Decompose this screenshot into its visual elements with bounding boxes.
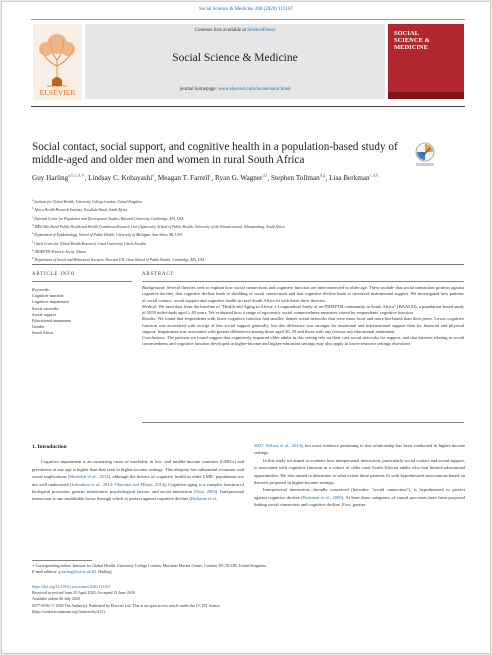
citation-link[interactable]: 2007; Wilson et al., 2013 xyxy=(254,443,301,448)
received-dates: Received in revised form 10 April 2020; Accepted 21 June 2020 xyxy=(32,590,135,596)
affiliation-list xyxy=(32,197,467,264)
affiliation: $^f$ Umeå Centre for Global Health Research, Umeå University, Umeå, Sweden xyxy=(32,239,146,246)
article-info-heading: ARTICLE INFO xyxy=(32,272,76,277)
journal-masthead xyxy=(31,19,465,107)
keyword: South Africa xyxy=(32,330,54,336)
masthead-band xyxy=(85,24,385,99)
article-title: Social contact, social support, and cognitive health in a population-based study of middle-aged and older men and women in rural South Africa xyxy=(32,141,398,166)
journal-homepage-link[interactable]: www.elsevier.com/locate/socscimed xyxy=(218,87,291,92)
abstract-method: Method: We used data from the baseline of "Health and Aging in Africa: a Longitudinal Study of an INDEPTH community in South Africa" (HAALSI), a population-based study of 5059 individuals aged ≥ 40 years. We evaluated how a range of egocentric social connectedness measures varied by respondents' cognitive function. xyxy=(142,303,464,315)
citation-link[interactable]: Shirbehlt et al., 2012 xyxy=(69,474,109,480)
keyword: Cognitive function xyxy=(32,293,64,299)
keyword: Gender xyxy=(32,324,45,330)
license-line: 0277-9536/ © 2020 The Author(s). Published by Elsevier Ltd. This is an open access article under the CC BY license xyxy=(32,602,220,608)
intro-paragraph-continued: 2007; Wilson et al., 2013), but most evidence pertaining to this relationship has been conducted in higher-income settings. xyxy=(254,443,465,456)
affiliation: $^b$ Africa Health Research Institute, KwaZulu-Natal, South Africa xyxy=(32,206,128,213)
section-heading-introduction: 1. Introduction xyxy=(32,444,67,450)
article-page xyxy=(1,1,491,654)
publication-info xyxy=(32,584,464,615)
abstract-background: Background: Several theories seek to explain how social connections and cognitive function are interconnected in older age. These include that social interaction protects against cognitive decline, that cognitive decline leads to shedding of social connections and that cognitive decline leads to increased instrumental support. We investigated how patterns of social contact, social support and cognitive health in rural South Africa fit with these three theories. xyxy=(142,285,464,303)
keywords-block xyxy=(32,287,132,337)
affiliation: $^g$ INDEPTH Network, Accra, Ghana xyxy=(32,247,86,255)
affiliation: $^d$ MRC/Wits Rural Public Health and Health Transitions Research Unit (Agincourt), School of Public Health, University of the Witwatersrand, Johannesburg, South Africa xyxy=(32,222,285,230)
keyword: Social networks xyxy=(32,305,59,311)
footnote-rule xyxy=(32,560,92,561)
author[interactable]: Meagan T. Farrell$^c$ xyxy=(157,173,212,183)
intro-paragraph-1: Cognitive impairment is an increasing cause of morbidity in low- and middle-income countries (LMICs) and prevalence at any age is higher than that seen in higher-income settings. This ubiquity has substantial economic and social implications (Shirbehlt et al., 2012), although the drivers of cognitive health in older LMIC populations are not well understood (Lekoubou et al., 2014; Olayinka and Mbuyi, 2014). Cognitive aging is a complex function of biological processes, genetic inheritance, psychological factors, and social interaction (Deal, 2003). Interpersonal interaction is one modifiable factor through which to protect against cognitive decline (Richards et al., xyxy=(32,459,245,502)
sciencedirect-link[interactable]: ScienceDirect xyxy=(247,28,276,33)
elsevier-logo-text: ELSEVIER xyxy=(39,88,76,97)
contents-line: Contents lists available at ScienceDirect xyxy=(194,28,276,33)
license-url[interactable]: (http://creativecommons.org/licenses/by/4.0/). xyxy=(32,608,106,614)
abstract-heading: ABSTRACT xyxy=(142,272,175,277)
citation-link[interactable]: Deal, 2003 xyxy=(195,489,216,495)
keyword: Educational attainment xyxy=(32,318,71,324)
keyword: Cognitive impairment xyxy=(32,299,69,305)
affiliation: $^a$ Institute for Global Health, University College London, United Kingdom xyxy=(32,198,142,205)
affiliation: $^c$ Harvard Center for Population and Development Studies, Harvard University, Cambridge, MA, USA xyxy=(32,214,184,221)
affiliation: $^h$ Department of Social and Behavioral Sciences, Harvard T.H. Chan School of Public Health, Cambridge, MA, USA xyxy=(32,256,205,263)
journal-cover-thumbnail xyxy=(388,24,464,99)
body-right-column xyxy=(254,442,465,509)
affiliation: $^e$ Department of Epidemiology, School of Public Health, University of Michigan, Ann Arbor, MI, USA xyxy=(32,231,182,238)
footnote-email-line: E-mail address: g.harling@ucl.ac.uk (G. Harling). xyxy=(32,569,113,575)
journal-homepage-line: journal homepage: www.elsevier.com/locate/socscimed xyxy=(179,87,291,92)
author[interactable]: Stephen Tollman$^{d,g}$ xyxy=(271,173,326,183)
citation-link[interactable]: Lekoubou et al., 2014; Olayinka and Mbuyi, 2014 xyxy=(71,481,165,487)
abstract-body xyxy=(142,285,464,348)
crossmark-icon[interactable] xyxy=(414,141,436,169)
abstract-results: Results: We found that respondents with lower cognitive function had smaller, denser social networks that were more local and more kin-based than their peers. Lower cognitive function was associated with receipt of less social support generally, but this difference was stronger for emotional and informational support than for financial and physical support. Impairment was associated with greater differences among those aged 40–59 and those with any (versus no) educational attainment. xyxy=(142,316,464,334)
email-link[interactable]: g.harling@ucl.ac.uk xyxy=(58,569,91,575)
journal-title: Social Science & Medicine xyxy=(172,52,298,64)
footnote-text: ∗ Corresponding author. Institute for Global Health. University College London, Mortimer Market Centre, London, WC1E 6JB, United Kingdom. xyxy=(32,563,267,568)
abstract-conclusions: Conclusions: The patterns we found suggest that cognitively impaired older adults in this setting rely on their core social networks for support, and that theories relating to social connectedness and cognitive function developed in higher-income and higher-education settings may also apply in lower-resource settings elsewhere. xyxy=(142,335,464,347)
corresponding-author-footnote xyxy=(32,563,464,575)
author[interactable]: Lisa Berkman$^{c,d,h}$ xyxy=(329,173,379,183)
intro-paragraph-2: In this study we aimed to evaluate how interpersonal interaction, particularly social contact and social support, is associated with cognitive function in a cohort of older rural South African adults who had limited educational opportunities. We also aimed to determine to what extent these patterns fit with hypothesized associations based on theories proposed in higher-income settings. xyxy=(254,457,465,486)
keyword: Social support xyxy=(32,311,57,317)
author[interactable]: Lindsay C. Kobayashi$^e$ xyxy=(88,173,155,183)
author[interactable]: Ryan G. Wagner$^{d,f}$ xyxy=(214,173,268,183)
available-online: Available online 06 July 2020 xyxy=(32,596,80,602)
body-left-column xyxy=(32,444,244,503)
citation-link[interactable]: Richards et al., xyxy=(190,496,219,502)
citation-link[interactable]: Berkman et al., 2000 xyxy=(302,494,342,500)
journal-citation-header[interactable]: Social Science & Medicine 260 (2020) 113167 xyxy=(199,7,293,12)
author[interactable]: Guy Harling$^{a,b,c,d,∗}$ xyxy=(32,173,85,183)
author-list: Guy Harling$^{a,b,c,d,∗}$, Lindsay C. Kobayashi$^e$, Meagan T. Farrell$^c$, Ryan G. Wagner$^{d,f}$, Stephen Tollman$^{d,g}$, Lisa Berkman$^{c,d,h}$ xyxy=(32,173,379,183)
doi-link[interactable]: https://doi.org/10.1016/j.socscimed.2020.113167 xyxy=(32,584,111,589)
intro-paragraph-3: Interpersonal interaction—broadly conceived (hereafter "social connection"), is hypothesized to protect against cognitive decline (Berkman et al., 2000). At least three categories of causal processes have been proposed linking social connection and cognitive decline. First, greater xyxy=(254,487,466,508)
abstract-rule xyxy=(142,281,464,282)
keywords-heading: Keywords: xyxy=(32,287,50,292)
header-divider xyxy=(32,264,464,265)
cover-title: SOCIAL SCIENCE & MEDICINE xyxy=(394,30,430,51)
cover-bar xyxy=(388,92,464,99)
abstract-end-rule xyxy=(142,422,464,423)
article-info-rule xyxy=(32,281,132,282)
elsevier-logo xyxy=(33,24,82,100)
